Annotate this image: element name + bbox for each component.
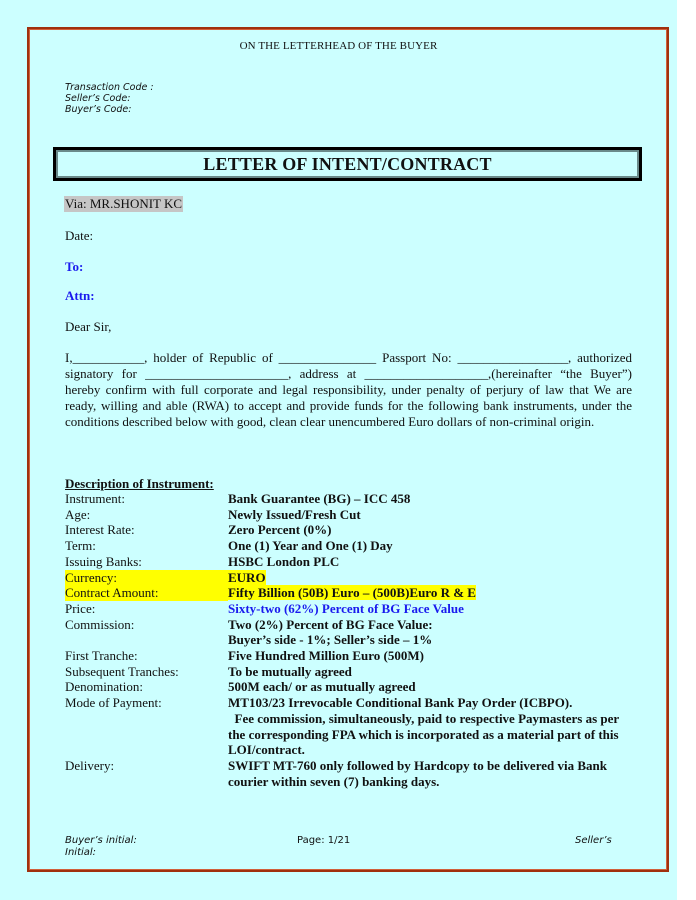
transaction-code-label: Transaction Code : [65, 82, 154, 93]
row-label: Commission: [65, 616, 135, 632]
date-label: Date: [65, 228, 94, 243]
attn-label: Attn: [65, 288, 95, 303]
row-issuing-banks [65, 554, 635, 570]
row-price [65, 601, 635, 617]
row-value: Zero Percent (0%) [228, 522, 332, 538]
description-table [65, 491, 635, 789]
row-currency [65, 570, 635, 586]
row-denomination [65, 679, 635, 695]
row-value: Five Hundred Million Euro (500M) [228, 648, 424, 664]
row-value: Two (2%) Percent of BG Face Value: [228, 616, 433, 632]
footer-seller-label: Seller’s [575, 835, 612, 846]
letterhead-caption: ON THE LETTERHEAD OF THE BUYER [239, 40, 438, 52]
row-subsequent-tranches [65, 664, 635, 680]
row-first-tranche [65, 648, 635, 664]
row-value: Newly Issued/Fresh Cut [228, 506, 361, 522]
buyer-code-label: Buyer’s Code: [65, 104, 132, 115]
row-fee-commission [65, 711, 635, 758]
row-label: Contract Amount: [65, 585, 228, 601]
row-label [65, 711, 228, 758]
row-value: HSBC London PLC [228, 553, 340, 569]
row-label: Mode of Payment: [65, 695, 162, 711]
via-line: Via: MR.SHONIT KC [65, 196, 183, 211]
row-label: Denomination: [65, 679, 143, 695]
salutation: Dear Sir, [65, 319, 112, 334]
row-contract-amount [65, 585, 635, 601]
row-value: Sixty-two (62%) Percent of BG Face Value [228, 600, 464, 616]
row-value: Bank Guarantee (BG) – ICC 458 [228, 491, 411, 506]
body-paragraph: I,___________, holder of Republic of _______________ Passport No: _________________, authorized signatory for ______________________, address at ___________________,(hereinafter “the Buyer”) hereby confirm with full corporate and legal responsibility, under penalty of perjury of law that We are ready, willing and able (RWA) to accept and provide funds for the following bank instruments, under the conditions described below with good, clean clear unencumbered Euro dollars of non-criminal origin. [65, 350, 632, 429]
row-label: Price: [65, 600, 96, 616]
row-label: Subsequent Tranches: [65, 663, 179, 679]
row-value: Fee commission, simultaneously, paid to respective Paymasters as per the corresponding FPA which is incorporated as a material part of this LOI/contract. [228, 710, 619, 758]
row-label [65, 632, 228, 648]
row-label: First Tranche: [65, 648, 138, 664]
row-label: Instrument: [65, 491, 125, 506]
row-mode-of-payment [65, 695, 635, 711]
seller-code-label: Seller’s Code: [65, 93, 131, 104]
row-age [65, 507, 635, 523]
footer-buyer-initial [65, 835, 137, 859]
row-value: Fifty Billion (50B) Euro – (500B)Euro R & E [228, 585, 476, 601]
row-value: To be mutually agreed [228, 663, 352, 679]
page-number: Page: 1/21 [297, 835, 351, 846]
row-label: Interest Rate: [65, 522, 135, 538]
to-label: To: [65, 259, 84, 274]
row-value: SWIFT MT-760 only followed by Hardcopy to be delivered via Bank courier within seven (7) banking days. [228, 757, 607, 789]
description-heading: Description of Instrument: [65, 476, 214, 491]
codes-block [65, 82, 154, 115]
row-value: EURO [228, 569, 266, 585]
row-term [65, 538, 635, 554]
row-label: Term: [65, 538, 96, 554]
row-label: Issuing Banks: [65, 553, 142, 569]
row-value: MT103/23 Irrevocable Conditional Bank Pay Order (ICBPO). [228, 695, 573, 711]
row-value: 500M each/ or as mutually agreed [228, 679, 416, 695]
row-interest-rate [65, 522, 635, 538]
row-commission [65, 617, 635, 633]
row-label: Currency: [65, 570, 228, 586]
initial-label: Initial: [65, 847, 97, 858]
row-delivery [65, 758, 635, 789]
row-value: One (1) Year and One (1) Day [228, 538, 393, 554]
title-box [53, 147, 642, 181]
row-commission-split [65, 632, 635, 648]
row-instrument [65, 491, 635, 507]
document-title: LETTER OF INTENT/CONTRACT [203, 153, 492, 174]
row-label: Delivery: [65, 757, 115, 773]
row-value: Buyer’s side - 1%; Seller’s side – 1% [228, 632, 433, 648]
buyer-initial-label: Buyer’s initial: [65, 835, 137, 846]
row-label: Age: [65, 506, 91, 522]
